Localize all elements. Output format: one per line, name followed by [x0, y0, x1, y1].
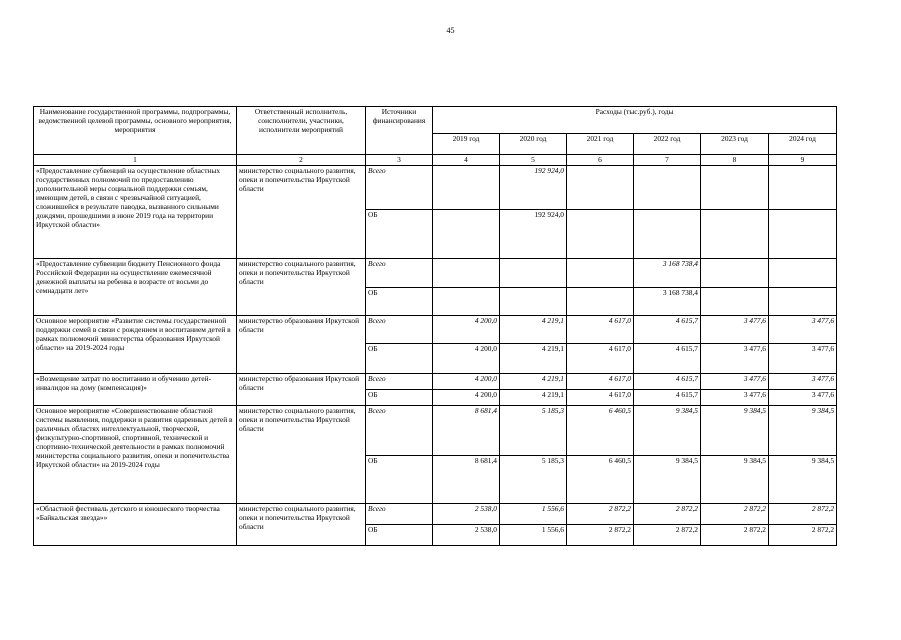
total-value [567, 166, 634, 210]
total-value [701, 166, 769, 210]
column-number: 8 [701, 155, 769, 166]
ob-value: 2 538,0 [433, 525, 500, 546]
ob-value: 3 477,6 [701, 344, 769, 374]
ob-value: 9 384,5 [634, 456, 701, 504]
total-value: 2 872,2 [701, 504, 769, 525]
total-value: 2 872,2 [769, 504, 837, 525]
header-year: 2019 год [433, 134, 500, 155]
program-name: Основное мероприятие «Совершенствование областной системы выявления, поддержки и развития одаренных детей в различных областях интеллектуальной, творческой, физкультурно-спортивной, спортивной, технической и спортивно-технической деятельности в рамках полномочий министерства социального развития, опеки и попечительства Иркутской области» на 2019-2024 годы [34, 406, 237, 504]
total-value: 6 460,5 [567, 406, 634, 456]
total-value [634, 166, 701, 210]
ob-value [701, 210, 769, 259]
ob-value: 192 924,0 [500, 210, 567, 259]
total-value: 2 538,0 [433, 504, 500, 525]
program-row [34, 406, 837, 456]
total-value [433, 259, 500, 288]
funding-total-label: Всего [366, 406, 433, 456]
header-executor: Ответственный исполнитель, соисполнители, участники, исполнители мероприятий [237, 107, 366, 155]
column-number: 4 [433, 155, 500, 166]
header-expenses: Расходы (тыс.руб.), годы [433, 107, 837, 134]
program-name: «Областной фестиваль детского и юношеского творчества «Байкальская звезда»» [34, 504, 237, 546]
ob-value [433, 210, 500, 259]
total-value: 3 477,6 [701, 374, 769, 390]
executor: министерство социального развития, опеки и попечительства Иркутской области [237, 259, 366, 316]
column-number: 6 [567, 155, 634, 166]
ob-value: 2 872,2 [701, 525, 769, 546]
total-value: 3 477,6 [769, 374, 837, 390]
total-value: 4 617,0 [567, 316, 634, 344]
header-year: 2024 год [769, 134, 837, 155]
ob-value [769, 210, 837, 259]
executor: министерство социального развития, опеки и попечительства Иркутской области [237, 406, 366, 504]
ob-value [500, 288, 567, 316]
ob-value: 3 477,6 [769, 390, 837, 406]
ob-value: 4 615,7 [634, 390, 701, 406]
executor: министерство образования Иркутской области [237, 374, 366, 406]
ob-value [433, 288, 500, 316]
program-name: «Предоставление субвенций на осуществление областных государственных полномочий по предоставлению дополнительной меры социальной поддержки семьям, имеющим детей, в связи с чрезвычайной ситуацией, сложившейся в результате паводка, вызванного сильными дождями, прошедшими в июне 2019 года на территории Иркутской области» [34, 166, 237, 259]
program-name: «Предоставление субвенции бюджету Пенсионного фонда Российской Федерации на осуществление ежемесячной денежной выплаты на ребенка в возрасте от восьми до семнадцати лет» [34, 259, 237, 316]
ob-value: 4 219,1 [500, 390, 567, 406]
total-value: 4 219,1 [500, 316, 567, 344]
program-row [34, 166, 837, 210]
funding-ob-label: ОБ [366, 288, 433, 316]
ob-value: 4 617,0 [567, 344, 634, 374]
total-value: 4 200,0 [433, 374, 500, 390]
executor: министерство социального развития, опеки и попечительства Иркутской области [237, 504, 366, 546]
ob-value: 3 477,6 [701, 390, 769, 406]
ob-value: 6 460,5 [567, 456, 634, 504]
total-value: 4 617,0 [567, 374, 634, 390]
ob-value [701, 288, 769, 316]
funding-total-label: Всего [366, 504, 433, 525]
ob-value: 4 615,7 [634, 344, 701, 374]
total-value [701, 259, 769, 288]
program-row [34, 504, 837, 525]
funding-ob-label: ОБ [366, 344, 433, 374]
funding-total-label: Всего [366, 316, 433, 344]
ob-value: 1 556,6 [500, 525, 567, 546]
ob-value: 4 219,1 [500, 344, 567, 374]
total-value: 8 681,4 [433, 406, 500, 456]
ob-value: 4 200,0 [433, 344, 500, 374]
header-year: 2020 год [500, 134, 567, 155]
program-row [34, 259, 837, 288]
total-value [500, 259, 567, 288]
total-value: 4 615,7 [634, 316, 701, 344]
program-row [34, 316, 837, 344]
ob-value: 4 617,0 [567, 390, 634, 406]
total-value: 2 872,2 [634, 504, 701, 525]
column-number: 5 [500, 155, 567, 166]
funding-ob-label: ОБ [366, 210, 433, 259]
program-name: «Возмещение затрат по воспитанию и обучению детей-инвалидов на дому (компенсация)» [34, 374, 237, 406]
total-value: 4 200,0 [433, 316, 500, 344]
ob-value: 3 477,6 [769, 344, 837, 374]
ob-value [567, 288, 634, 316]
page-number: 45 [446, 26, 455, 35]
header-year: 2023 год [701, 134, 769, 155]
total-value: 3 477,6 [769, 316, 837, 344]
total-value: 9 384,5 [701, 406, 769, 456]
column-number: 1 [34, 155, 237, 166]
funding-total-label: Всего [366, 166, 433, 210]
executor: министерство социального развития, опеки и попечительства Иркутской области [237, 166, 366, 259]
ob-value: 2 872,2 [634, 525, 701, 546]
header-year: 2021 год [567, 134, 634, 155]
total-value [769, 259, 837, 288]
total-value: 9 384,5 [634, 406, 701, 456]
total-value: 3 477,6 [701, 316, 769, 344]
column-number: 9 [769, 155, 837, 166]
funding-total-label: Всего [366, 374, 433, 390]
budget-table [33, 106, 837, 546]
funding-ob-label: ОБ [366, 525, 433, 546]
funding-ob-label: ОБ [366, 456, 433, 504]
ob-value: 8 681,4 [433, 456, 500, 504]
total-value: 3 168 738,4 [634, 259, 701, 288]
ob-value: 2 872,2 [567, 525, 634, 546]
ob-value [769, 288, 837, 316]
ob-value: 4 200,0 [433, 390, 500, 406]
ob-value [567, 210, 634, 259]
ob-value: 9 384,5 [701, 456, 769, 504]
ob-value [634, 210, 701, 259]
header-program-name: Наименование государственной программы, подпрограммы, ведомственной целевой программы, основного мероприятия, мероприятия [34, 107, 237, 155]
executor: министерство образования Иркутской области [237, 316, 366, 374]
total-value: 2 872,2 [567, 504, 634, 525]
total-value: 4 615,7 [634, 374, 701, 390]
column-number: 2 [237, 155, 366, 166]
ob-value: 9 384,5 [769, 456, 837, 504]
ob-value: 5 185,3 [500, 456, 567, 504]
total-value [567, 259, 634, 288]
total-value: 5 185,3 [500, 406, 567, 456]
total-value: 4 219,1 [500, 374, 567, 390]
funding-ob-label: ОБ [366, 390, 433, 406]
total-value [769, 166, 837, 210]
ob-value: 3 168 738,4 [634, 288, 701, 316]
program-name: Основное мероприятие «Развитие системы государственной поддержки семей в связи с рождением и воспитанием детей в рамках полномочий министерства образования Иркутской области» на 2019-2024 годы [34, 316, 237, 374]
column-number: 3 [366, 155, 433, 166]
total-value: 1 556,6 [500, 504, 567, 525]
total-value [433, 166, 500, 210]
program-row [34, 374, 837, 390]
ob-value: 2 872,2 [769, 525, 837, 546]
header-sources: Источники финансирования [366, 107, 433, 155]
funding-total-label: Всего [366, 259, 433, 288]
total-value: 9 384,5 [769, 406, 837, 456]
total-value: 192 924,0 [500, 166, 567, 210]
header-year: 2022 год [634, 134, 701, 155]
column-number: 7 [634, 155, 701, 166]
